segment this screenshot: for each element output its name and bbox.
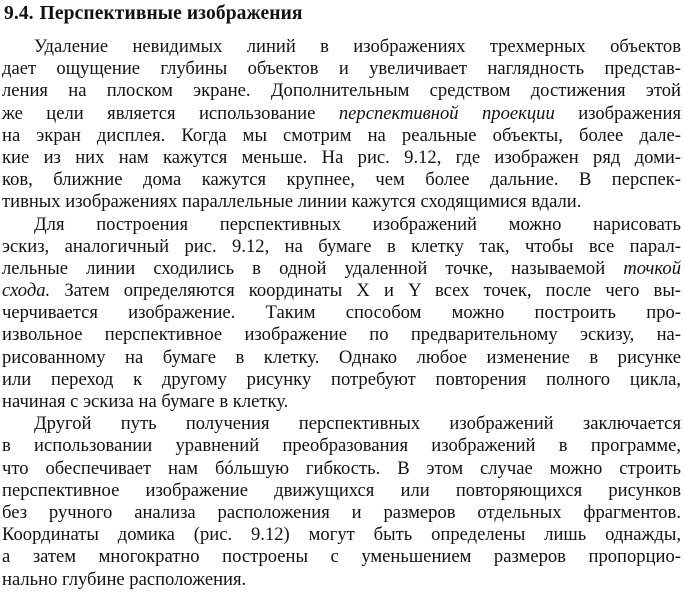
text-run: черчивается изображение. Таким способом можно построить про-: [2, 302, 681, 324]
text-line: [2, 302, 681, 324]
text-run: начиная с эскиза на бумаге в клетку.: [2, 391, 289, 412]
text-run: в использовании уравнений преобразования изображений в программе,: [2, 435, 681, 457]
section-title: Перспективные изображения: [39, 3, 303, 24]
text-run: тивных изображениях параллельные линии кажутся сходящимися вдали.: [2, 191, 582, 213]
text-line: [2, 258, 681, 280]
text-run: дает ощущение глубины объектов и увеличивает наглядность представ-: [2, 58, 681, 80]
paragraph: [2, 214, 681, 414]
text-run: Другой путь получения перспективных изображений заключается: [34, 413, 681, 435]
text-run: Удаление невидимых линий в изображениях трехмерных объектов: [34, 36, 681, 57]
text-line: [2, 502, 681, 524]
text-run: ления на плоском экране. Дополнительным средством достижения этой: [2, 80, 681, 102]
text-line: [2, 169, 681, 191]
text-line: [2, 458, 681, 480]
text-line: [2, 80, 681, 102]
text-line: [2, 147, 681, 169]
text-line: [2, 391, 681, 413]
section-number: 9.4.: [4, 3, 34, 24]
text-line: [2, 191, 681, 213]
text-run: рисованному на бумаге в клетку. Однако любое изменение в рисунке: [2, 346, 681, 368]
text-run: а затем многократно построены с уменьшением размеров пропорцио-: [2, 546, 681, 568]
text-run: на экран дисплея. Когда мы смотрим на реальные объекты, более дале-: [2, 124, 681, 146]
italic-term: перспективной проекции: [338, 102, 555, 124]
body-text: [2, 36, 681, 591]
italic-term: точкой: [623, 257, 681, 279]
text-line: [2, 214, 681, 236]
text-run: перспективное изображение движущихся или повторяющихся рисунков: [2, 479, 681, 501]
text-line: [2, 435, 681, 457]
text-line: [2, 524, 681, 546]
text-line: [2, 347, 681, 369]
text-line: [2, 103, 681, 125]
text-line: [2, 58, 681, 80]
text-line: [2, 236, 681, 258]
text-run: извольное перспективное изображение по предварительному эскизу, на-: [2, 324, 681, 346]
text-run: Координаты домика (рис. 9.12) могут быть определены лишь однажды,: [2, 524, 681, 546]
text-run: изображения: [554, 102, 681, 124]
text-line: [2, 125, 681, 147]
text-run: без ручного анализа расположения и размеров отдельных фрагментов.: [2, 501, 681, 523]
text-line: [2, 324, 681, 346]
text-line: [2, 36, 681, 58]
text-run: лельные линии сходились в одной удаленной точке, называемой: [2, 257, 624, 279]
text-run: Затем определяются координаты X и Y всех точек, после чего вы-: [50, 280, 681, 302]
paragraph: [2, 36, 681, 214]
paragraph: [2, 413, 681, 591]
text-run: Для построения перспективных изображений можно нарисовать: [34, 213, 681, 235]
section-heading: [4, 2, 681, 26]
text-run: нально глубине расположения.: [2, 568, 247, 590]
text-run: ков, ближние дома кажутся крупнее, чем более дальние. В перспек-: [2, 169, 681, 191]
text-run: кие из них нам кажутся меньше. На рис. 9.12, где изображен ряд доми-: [2, 146, 681, 168]
text-line: [2, 280, 681, 302]
text-line: [2, 369, 681, 391]
text-run: или переход к другому рисунку потребуют повторения полного цикла,: [2, 368, 681, 390]
text-run: же цели является использование: [2, 102, 339, 124]
text-line: [2, 480, 681, 502]
text-run: что обеспечивает нам бóльшую гибкость. В этом случае можно строить: [2, 457, 681, 479]
text-run: эскиз, аналогичный рис. 9.12, на бумаге в клетку так, чтобы все парал-: [2, 235, 681, 257]
page: [2, 0, 681, 591]
italic-term: схода.: [2, 280, 51, 302]
text-line: [2, 546, 681, 568]
text-line: [2, 569, 681, 591]
text-line: [2, 413, 681, 435]
